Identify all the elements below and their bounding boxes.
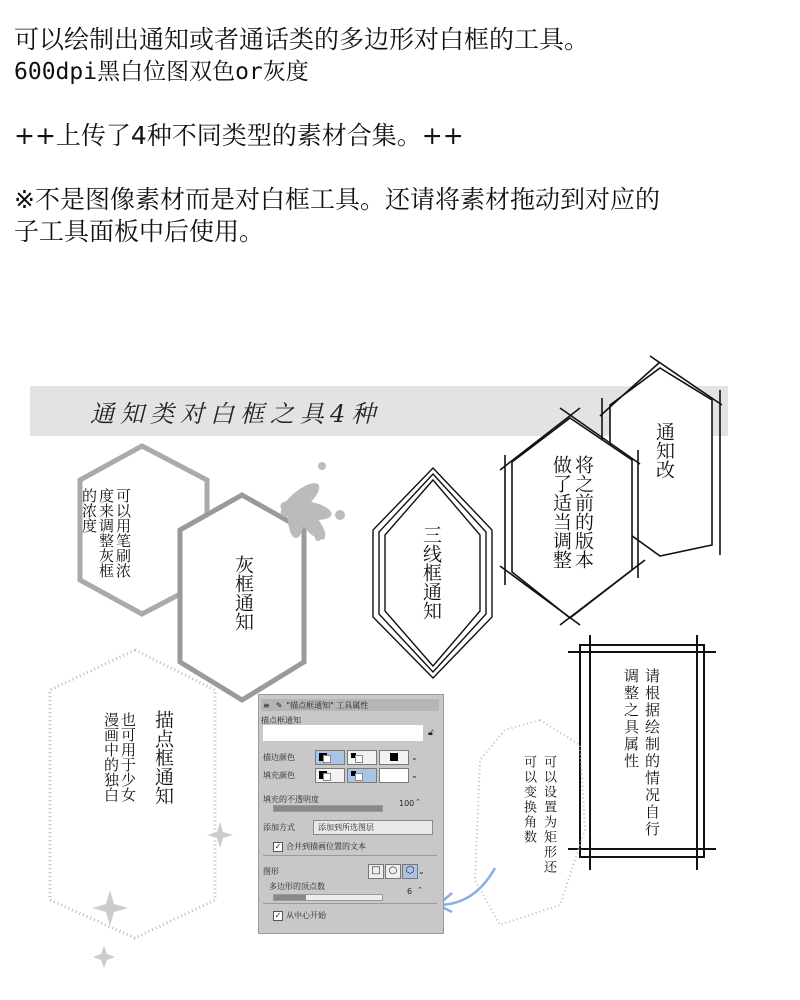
shape-section-label: 图形 bbox=[263, 867, 279, 876]
fill-color-label: 填充颜色 bbox=[263, 771, 295, 780]
intro-line-2: 600dpi黑白位图双色or灰度 bbox=[14, 59, 309, 85]
tool-property-panel bbox=[258, 694, 444, 934]
intro-line-4: ※不是图像素材而是对白框工具。还请将素材拖动到对应的 bbox=[14, 185, 660, 214]
triple-title: 三线框通知 bbox=[420, 525, 442, 620]
fill-sub-color-swatch[interactable] bbox=[347, 768, 377, 783]
vertex-stepper-icon[interactable]: ⌃ bbox=[417, 886, 423, 894]
merge-text-row bbox=[273, 841, 366, 852]
grey-note: 可以用笔刷浓度来调整灰框的浓度 bbox=[80, 488, 132, 578]
panel-tab-bar bbox=[261, 699, 439, 711]
polygon-shape-icon[interactable]: ⬡ bbox=[402, 864, 418, 879]
custom-note: 请根据绘制的情况自行调整之具属性 bbox=[622, 668, 661, 838]
fill-opacity-slider-fill bbox=[274, 806, 382, 811]
vertex-label-row bbox=[269, 881, 325, 892]
divider bbox=[263, 855, 437, 856]
brush-preview bbox=[263, 725, 423, 741]
stroke-user-color-swatch[interactable] bbox=[379, 750, 409, 765]
banner-title: 通知类对白框之具4种 bbox=[90, 400, 382, 428]
stroke-sub-color-swatch[interactable] bbox=[347, 750, 377, 765]
rectangle-shape-icon[interactable]: □ bbox=[368, 864, 384, 879]
fill-opacity-slider[interactable] bbox=[273, 805, 383, 812]
dotted-title: 描点框通知 bbox=[152, 710, 174, 805]
fill-main-color-swatch[interactable] bbox=[315, 768, 345, 783]
fill-opacity-value[interactable]: 100 bbox=[399, 799, 415, 808]
menu-icon[interactable]: ≡ bbox=[263, 700, 270, 710]
from-center-label: 从中心开始 bbox=[286, 911, 326, 920]
fill-opacity-label: 填充的不透明度 bbox=[263, 795, 319, 804]
merge-text-label: 合并到描画位置的文本 bbox=[286, 842, 366, 851]
stroke-color-chevron-icon[interactable]: ⌄ bbox=[411, 753, 418, 762]
intro-line-5: 子工具面板中后使用。 bbox=[14, 217, 265, 246]
merge-text-checkbox[interactable]: ✓ bbox=[274, 841, 282, 851]
dotted-note: 也可用于少女漫画中的独白 bbox=[102, 712, 137, 802]
ellipse-shape-icon[interactable]: ○ bbox=[385, 864, 401, 879]
modified-note: 将之前的版本做了适当调整 bbox=[550, 455, 594, 569]
vertex-slider[interactable] bbox=[273, 894, 383, 901]
fill-color-chevron-icon[interactable]: ⌄ bbox=[411, 771, 418, 780]
stroke-main-color-swatch[interactable] bbox=[315, 750, 345, 765]
lock-icon[interactable]: 🔓︎ bbox=[428, 728, 434, 738]
stroke-color-label: 描边颜色 bbox=[263, 753, 295, 762]
pen-icon: ✎ bbox=[275, 700, 283, 710]
shape-row bbox=[263, 864, 425, 879]
intro-line-1: 可以绘制出通知或者通话类的多边形对白框的工具。 bbox=[14, 25, 590, 54]
modified-title: 通知改 bbox=[653, 422, 675, 479]
from-center-checkbox[interactable]: ✓ bbox=[274, 910, 282, 920]
arrow-pointer bbox=[438, 868, 495, 912]
panel-tab-title[interactable]: "描点框通知" 工具属性 bbox=[286, 700, 369, 710]
add-mode-row bbox=[263, 820, 433, 835]
vertex-label: 多边形的顶点数 bbox=[269, 882, 325, 891]
shape-chevron-icon[interactable]: ⌄ bbox=[418, 867, 425, 876]
intro-line-3: ++上传了4种不同类型的素材合集。++ bbox=[14, 121, 464, 150]
fill-color-row bbox=[263, 768, 418, 783]
fill-opacity-label-row bbox=[263, 794, 319, 805]
stroke-color-row bbox=[263, 750, 418, 765]
tool-name: 描点框通知 bbox=[261, 716, 301, 725]
set-note: 可以设置为矩形还可以变换角数 bbox=[521, 755, 556, 875]
add-mode-dropdown[interactable] bbox=[313, 820, 433, 835]
sparkle-decoration bbox=[92, 822, 233, 968]
grey-title: 灰框通知 bbox=[232, 555, 254, 631]
add-mode-value: 添加到所选图层 bbox=[318, 823, 374, 832]
vertex-value[interactable]: 6 bbox=[407, 887, 413, 896]
fill-opacity-stepper-icon[interactable]: ⌃ bbox=[415, 798, 421, 806]
divider-2 bbox=[263, 903, 437, 904]
add-mode-label: 添加方式 bbox=[263, 823, 295, 832]
fill-user-color-swatch[interactable] bbox=[379, 768, 409, 783]
from-center-row bbox=[273, 910, 326, 921]
vertex-slider-fill bbox=[274, 895, 306, 900]
